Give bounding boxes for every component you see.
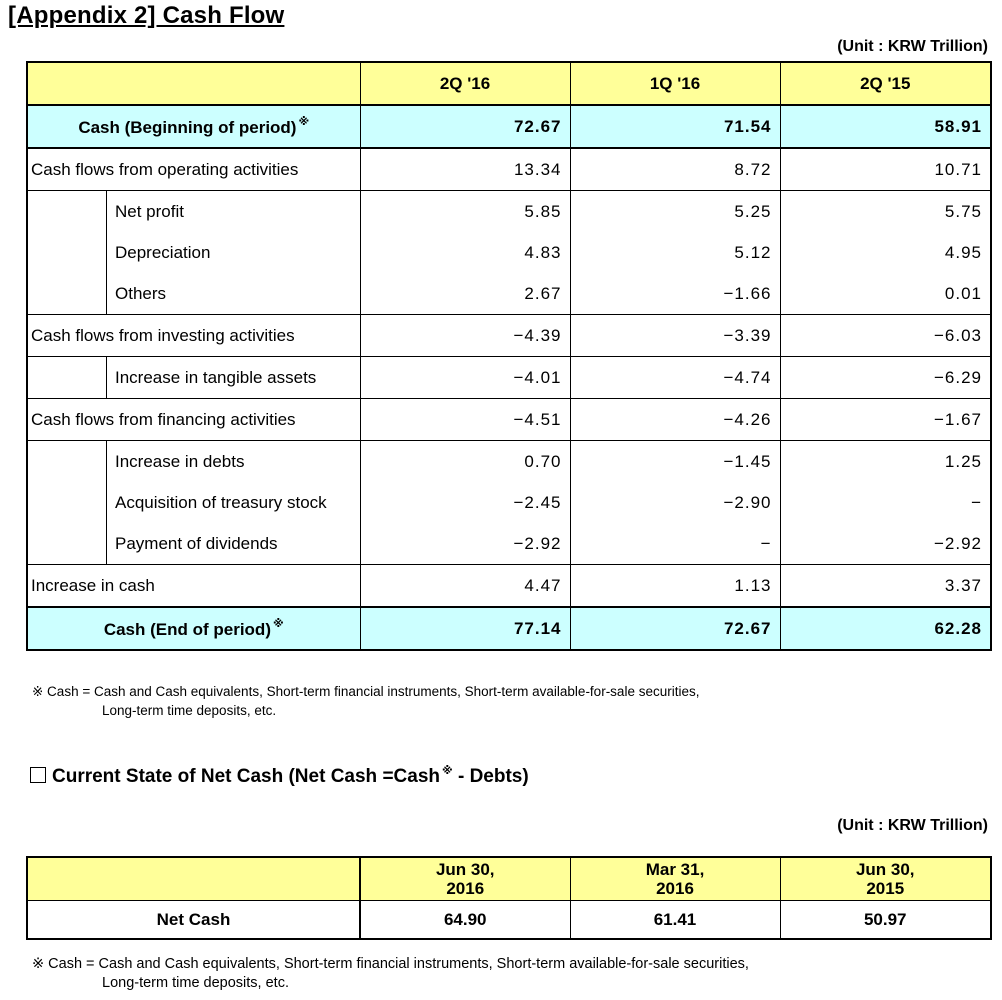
cell-value: 1.25 — [780, 441, 991, 483]
cell-value: 0.70 — [360, 441, 570, 483]
footnote-line: Long-term time deposits, etc. — [102, 975, 289, 991]
row-label: Cash flows from operating activities — [27, 148, 360, 191]
row-label: Payment of dividends — [106, 523, 360, 564]
footnote — [32, 955, 749, 993]
footnote-mark: ※ — [298, 116, 310, 128]
row-label: Depreciation — [106, 232, 360, 273]
cell-value: 1.13 — [570, 565, 780, 608]
cell-value: −1.45 — [570, 441, 780, 483]
section-title-suffix: - Debts) — [452, 766, 529, 787]
column-header: 2Q '15 — [780, 62, 991, 105]
cell-value: 10.71 — [780, 148, 991, 191]
column-header-line: 2016 — [656, 879, 694, 898]
net-cash-section-title — [30, 764, 529, 788]
column-header — [360, 857, 570, 901]
table-row — [27, 399, 991, 441]
net-cash-table — [26, 856, 992, 940]
column-header-line: Jun 30, — [435, 860, 495, 879]
cell-value: 58.91 — [780, 105, 991, 148]
cell-value: 2.67 — [360, 273, 570, 315]
cell-value: 64.90 — [360, 901, 570, 940]
table-row — [27, 441, 991, 483]
cell-value: 50.97 — [780, 901, 991, 940]
row-label: Increase in tangible assets — [106, 356, 360, 398]
table-row — [27, 191, 991, 233]
cell-value: 72.67 — [360, 105, 570, 148]
page-title: [Appendix 2] Cash Flow — [8, 2, 285, 29]
column-header — [570, 857, 780, 901]
table-row — [27, 901, 991, 940]
cell-value: 61.41 — [570, 901, 780, 940]
cell-value: −4.26 — [570, 399, 780, 441]
cell-value: −6.29 — [780, 357, 991, 399]
footnote-line: ※ Cash = Cash and Cash equivalents, Short-term financial instruments, Short-term available-for-sale securities, — [32, 684, 700, 699]
table-row — [27, 273, 991, 315]
footnote-mark: ※ — [442, 765, 453, 777]
cell-value: 77.14 — [360, 607, 570, 650]
cell-value: − — [570, 523, 780, 565]
cell-value: 4.83 — [360, 232, 570, 273]
cell-value: −2.45 — [360, 482, 570, 523]
table-row — [27, 105, 991, 148]
table-row — [27, 482, 991, 523]
column-header-line: Jun 30, — [855, 860, 915, 879]
cell-value: −2.90 — [570, 482, 780, 523]
column-header-line: 2015 — [866, 879, 905, 898]
footnote-line: ※ Cash = Cash and Cash equivalents, Short-term financial instruments, Short-term available-for-sale securities, — [32, 956, 749, 972]
cash-flow-table — [26, 61, 992, 651]
table-row — [27, 315, 991, 357]
cell-value: 71.54 — [570, 105, 780, 148]
table-row — [27, 232, 991, 273]
row-label: Cash (End of period) — [103, 620, 271, 639]
row-label: Cash flows from financing activities — [27, 399, 360, 441]
row-label: Net profit — [106, 190, 360, 232]
checkbox-square-icon — [30, 767, 46, 783]
cell-value: −4.51 — [360, 399, 570, 441]
cell-value: 4.47 — [360, 565, 570, 608]
column-header: 2Q '16 — [360, 62, 570, 105]
cell-value: −2.92 — [780, 523, 991, 565]
column-header — [780, 857, 991, 901]
cell-value: 5.75 — [780, 191, 991, 233]
cell-value: 0.01 — [780, 273, 991, 315]
cash-flow-header-row — [27, 62, 991, 105]
table-row — [27, 565, 991, 608]
cell-value: −4.74 — [570, 357, 780, 399]
cell-value: −1.66 — [570, 273, 780, 315]
section-title-text: Current State of Net Cash (Net Cash =Cash — [52, 766, 440, 787]
row-label: Increase in debts — [106, 440, 360, 482]
cell-value: 4.95 — [780, 232, 991, 273]
cell-value: −1.67 — [780, 399, 991, 441]
cell-value: −4.01 — [360, 357, 570, 399]
row-label: Increase in cash — [27, 565, 360, 608]
cell-value: −6.03 — [780, 315, 991, 357]
cell-value: 5.85 — [360, 191, 570, 233]
cell-value: 72.67 — [570, 607, 780, 650]
cell-value: −3.39 — [570, 315, 780, 357]
row-label: Cash flows from investing activities — [27, 315, 360, 357]
row-label: Others — [106, 273, 360, 314]
table-row — [27, 523, 991, 565]
row-label: Net Cash — [27, 901, 360, 940]
cell-value: 5.12 — [570, 232, 780, 273]
table-row — [27, 357, 991, 399]
cell-value: 62.28 — [780, 607, 991, 650]
net-cash-header-row — [27, 857, 991, 901]
column-header-line: Mar 31, — [645, 860, 705, 879]
column-header: 1Q '16 — [570, 62, 780, 105]
footnote — [32, 682, 699, 720]
table-row — [27, 148, 991, 191]
cell-value: −2.92 — [360, 523, 570, 565]
net-cash-unit-label: (Unit : KRW Trillion) — [837, 817, 988, 834]
cell-value: 5.25 — [570, 191, 780, 233]
cell-value: 13.34 — [360, 148, 570, 191]
cell-value: − — [780, 482, 991, 523]
cell-value: 3.37 — [780, 565, 991, 608]
footnote-mark: ※ — [272, 618, 284, 630]
footnote-line: Long-term time deposits, etc. — [102, 703, 277, 718]
row-label: Acquisition of treasury stock — [106, 482, 360, 523]
cell-value: −4.39 — [360, 315, 570, 357]
cell-value: 8.72 — [570, 148, 780, 191]
unit-label: (Unit : KRW Trillion) — [837, 38, 988, 55]
column-header-line: 2016 — [446, 879, 485, 898]
table-row — [27, 607, 991, 650]
row-label: Cash (Beginning of period) — [78, 118, 297, 137]
